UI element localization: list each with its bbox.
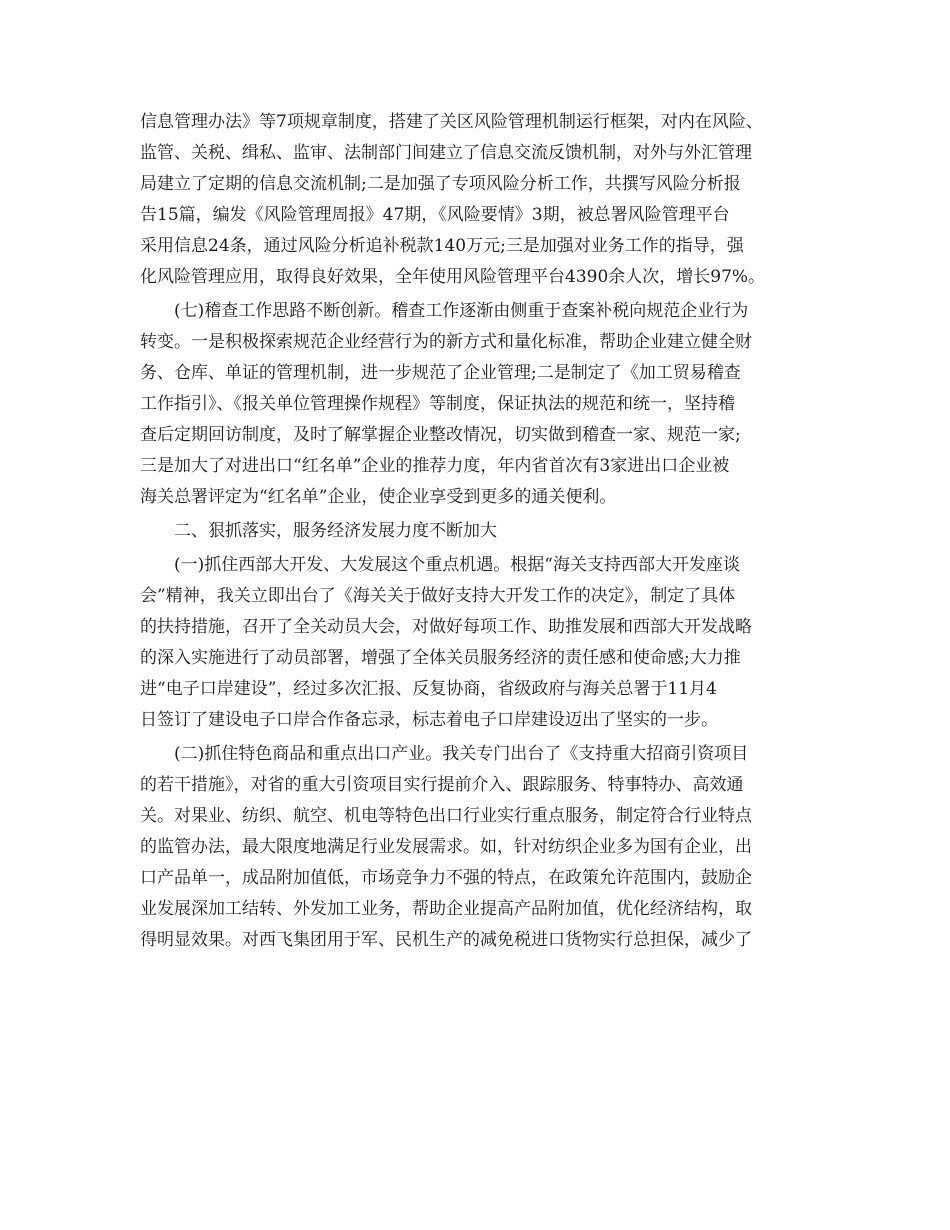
text-line: 关。对果业、纺织、航空、机电等特色出口行业实行重点服务，制定符合行业特点 [140, 806, 752, 826]
paragraph-risk-management [140, 107, 830, 293]
text-line: 查后定期回访制度，及时了解掌握企业整改情况，切实做到稽查一家、规范一家; [140, 425, 741, 445]
text-line: 告15篇，编发《风险管理周报》47期，《风险要情》3期，被总署风险管理平台 [140, 205, 730, 225]
text-line: (七)稽查工作思路不断创新。稽查工作逐渐由侧重于查案补税向规范企业行为 [174, 301, 749, 321]
text-line: 监管、关税、缉私、监审、法制部门间建立了信息交流反馈机制，对外与外汇管理 [140, 143, 752, 163]
text-line: 进“电子口岸建设”，经过多次汇报、反复协商，省级政府与海关总署于11月4 [140, 679, 717, 699]
paragraph-western-development [140, 550, 830, 736]
text-line: 转变。一是积极探索规范企业经营行为的新方式和量化标准，帮助企业建立健全财 [140, 332, 752, 352]
document-body [140, 107, 830, 959]
text-line: 务、仓库、单证的管理机制，进一步规范了企业管理;二是制定了《加工贸易稽查 [140, 363, 741, 383]
text-line: 日签订了建设电子口岸合作备忘录，标志着电子口岸建设迈出了坚实的一步。 [140, 710, 718, 730]
text-line: 信息管理办法》等7项规章制度，搭建了关区风险管理机制运行框架，对内在风险、 [140, 112, 763, 132]
text-line: 局建立了定期的信息交流机制;二是加强了专项风险分析工作，共撰写风险分析报 [140, 174, 741, 194]
text-line: (一)抓住西部大开发、大发展这个重点机遇。根据“海关支持西部大开发座谈 [174, 555, 740, 575]
text-line: 业发展深加工结转、外发加工业务，帮助企业提高产品附加值，优化经济结构，取 [140, 899, 752, 919]
text-line: 得明显效果。对西飞集团用于军、民机生产的减免税进口货物实行总担保，减少了 [140, 930, 752, 950]
section-heading [140, 516, 830, 547]
paragraph-export-industry [140, 739, 830, 956]
text-line: 口产品单一，成品附加值低，市场竞争力不强的特点，在政策允许范围内，鼓励企 [140, 868, 752, 888]
heading-line: 二、狠抓落实，服务经济发展力度不断加大 [174, 521, 497, 541]
text-line: 的监管办法，最大限度地满足行业发展需求。如，针对纺织企业多为国有企业，出 [140, 837, 752, 857]
text-line: 的扶持措施，召开了全关动员大会，对做好每项工作、助推发展和西部大开发战略 [140, 617, 752, 637]
text-line: (二)抓住特色商品和重点出口产业。我关专门出台了《支持重大招商引资项目 [174, 744, 749, 764]
text-line: 会”精神，我关立即出台了《海关关于做好支持大开发工作的决定》，制定了具体 [140, 586, 736, 606]
text-line: 工作指引》、《报关单位管理操作规程》等制度，保证执法的规范和统一，坚持稽 [140, 394, 735, 414]
text-line: 采用信息24条，通过风险分析追补税款140万元;三是加强对业务工作的指导，强 [140, 236, 744, 256]
text-line: 三是加大了对进出口“红名单”企业的推荐力度，年内省首次有3家进出口企业被 [140, 456, 730, 476]
text-line: 的若干措施》，对省的重大引资项目实行提前介入、跟踪服务、特事特办、高效通 [140, 775, 744, 795]
paragraph-audit-innovation [140, 296, 830, 513]
text-line: 海关总署评定为“红名单”企业，使企业享受到更多的通关便利。 [140, 487, 617, 507]
text-line: 的深入实施进行了动员部署，增强了全体关员服务经济的责任感和使命感;大力推 [140, 648, 741, 668]
text-line: 化风险管理应用，取得良好效果，全年使用风险管理平台4390余人次，增长97%。 [140, 267, 766, 287]
